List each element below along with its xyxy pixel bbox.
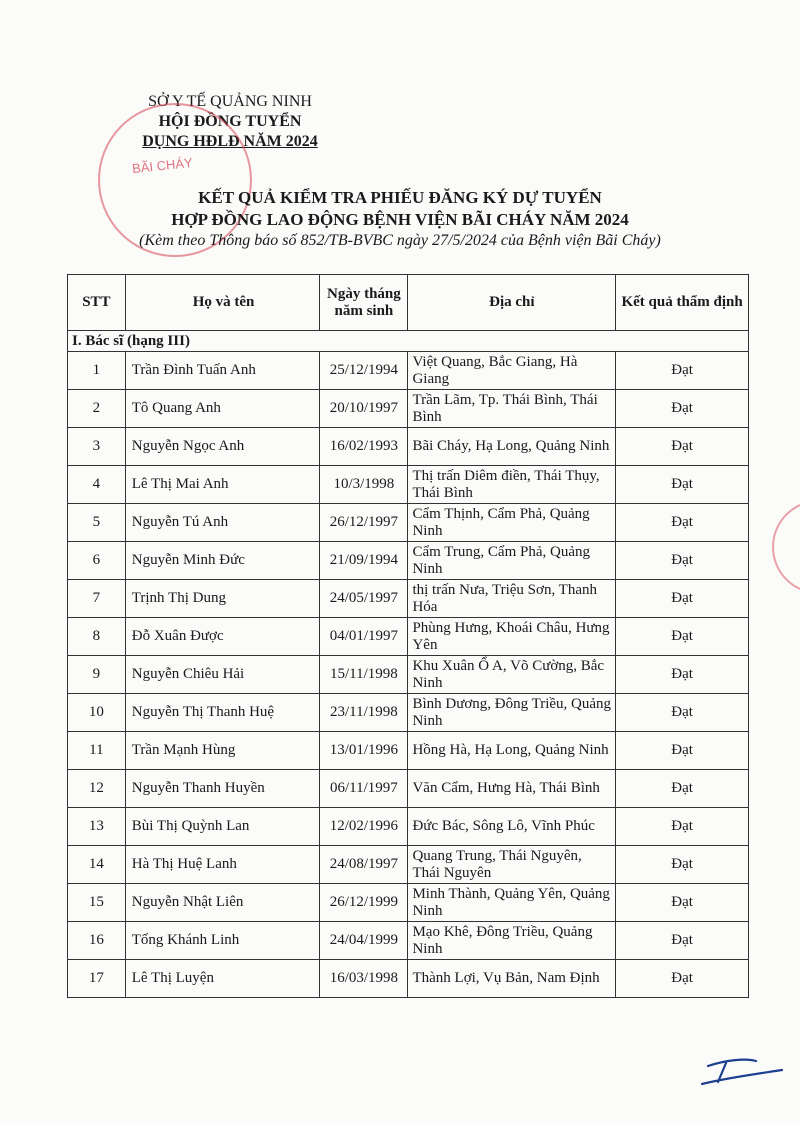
document-subtitle: (Kèm theo Thông báo số 852/TB-BVBC ngày 27/5/2024 của Bệnh viện Bãi Cháy) <box>139 232 661 249</box>
row-result: Đạt <box>616 656 749 694</box>
row-stt: 10 <box>68 694 126 732</box>
row-address: Việt Quang, Bắc Giang, Hà Giang <box>408 352 616 390</box>
row-result: Đạt <box>616 580 749 618</box>
table-row <box>68 542 749 580</box>
row-name: Nguyễn Minh Đức <box>125 542 320 580</box>
row-dob: 15/11/1998 <box>320 656 408 694</box>
row-dob: 23/11/1998 <box>320 694 408 732</box>
row-address: Bình Dương, Đông Triều, Quảng Ninh <box>408 694 616 732</box>
row-name: Nguyễn Chiêu Hải <box>125 656 320 694</box>
row-address: Khu Xuân Ổ A, Võ Cường, Bắc Ninh <box>408 656 616 694</box>
row-name: Hà Thị Huệ Lanh <box>125 846 320 884</box>
table-row <box>68 960 749 998</box>
section-row <box>68 331 749 352</box>
row-name: Trịnh Thị Dung <box>125 580 320 618</box>
row-address: Cẩm Trung, Cẩm Phả, Quảng Ninh <box>408 542 616 580</box>
row-result: Đạt <box>616 504 749 542</box>
row-name: Nguyễn Thanh Huyền <box>125 770 320 808</box>
row-address: Đức Bác, Sông Lô, Vĩnh Phúc <box>408 808 616 846</box>
row-result: Đạt <box>616 960 749 998</box>
table-row <box>68 694 749 732</box>
table-row <box>68 656 749 694</box>
row-dob: 12/02/1996 <box>320 808 408 846</box>
row-dob: 16/03/1998 <box>320 960 408 998</box>
row-stt: 5 <box>68 504 126 542</box>
row-dob: 06/11/1997 <box>320 770 408 808</box>
org-line-2: HỘI ĐỒNG TUYỂN <box>158 113 302 130</box>
table-row <box>68 580 749 618</box>
org-line-3: DỤNG HĐLĐ NĂM 2024 <box>142 133 318 150</box>
header-name: Họ và tên <box>125 275 320 331</box>
row-dob: 25/12/1994 <box>320 352 408 390</box>
section-title: I. Bác sĩ (hạng III) <box>68 331 749 352</box>
row-stt: 15 <box>68 884 126 922</box>
row-stt: 9 <box>68 656 126 694</box>
row-address: Thị trấn Diêm điền, Thái Thụy, Thái Bình <box>408 466 616 504</box>
signature <box>696 1052 786 1092</box>
row-result: Đạt <box>616 922 749 960</box>
row-name: Lê Thị Mai Anh <box>125 466 320 504</box>
table-row <box>68 922 749 960</box>
row-result: Đạt <box>616 846 749 884</box>
row-dob: 21/09/1994 <box>320 542 408 580</box>
row-address: thị trấn Nưa, Triệu Sơn, Thanh Hóa <box>408 580 616 618</box>
organization-header <box>110 92 350 152</box>
row-stt: 3 <box>68 428 126 466</box>
row-dob: 24/08/1997 <box>320 846 408 884</box>
row-name: Tống Khánh Linh <box>125 922 320 960</box>
row-name: Đỗ Xuân Được <box>125 618 320 656</box>
table-row <box>68 428 749 466</box>
seal-text: BÃI CHÁY <box>131 154 194 177</box>
header-result: Kết quả thẩm định <box>616 275 749 331</box>
row-address: Phùng Hưng, Khoái Châu, Hưng Yên <box>408 618 616 656</box>
header-dob: Ngày tháng năm sinh <box>320 275 408 331</box>
document-title-line-1: KẾT QUẢ KIỂM TRA PHIẾU ĐĂNG KÝ DỰ TUYỂN <box>198 188 602 207</box>
row-name: Bùi Thị Quỳnh Lan <box>125 808 320 846</box>
table-row <box>68 352 749 390</box>
row-dob: 16/02/1993 <box>320 428 408 466</box>
row-name: Trần Đình Tuấn Anh <box>125 352 320 390</box>
row-address: Quang Trung, Thái Nguyên, Thái Nguyên <box>408 846 616 884</box>
table-row <box>68 618 749 656</box>
row-address: Hồng Hà, Hạ Long, Quảng Ninh <box>408 732 616 770</box>
row-address: Văn Cẩm, Hưng Hà, Thái Bình <box>408 770 616 808</box>
table-row <box>68 770 749 808</box>
row-name: Tô Quang Anh <box>125 390 320 428</box>
row-stt: 1 <box>68 352 126 390</box>
seal-edge-right <box>772 500 800 594</box>
row-result: Đạt <box>616 466 749 504</box>
row-stt: 16 <box>68 922 126 960</box>
row-result: Đạt <box>616 428 749 466</box>
row-stt: 13 <box>68 808 126 846</box>
row-result: Đạt <box>616 770 749 808</box>
row-result: Đạt <box>616 808 749 846</box>
row-name: Trần Mạnh Hùng <box>125 732 320 770</box>
table-row <box>68 846 749 884</box>
row-stt: 12 <box>68 770 126 808</box>
row-name: Nguyễn Ngọc Anh <box>125 428 320 466</box>
row-result: Đạt <box>616 694 749 732</box>
row-result: Đạt <box>616 542 749 580</box>
row-name: Nguyễn Nhật Liên <box>125 884 320 922</box>
row-address: Mạo Khê, Đông Triều, Quảng Ninh <box>408 922 616 960</box>
row-result: Đạt <box>616 390 749 428</box>
row-address: Cẩm Thịnh, Cẩm Phả, Quảng Ninh <box>408 504 616 542</box>
table-header-row <box>68 275 749 331</box>
row-result: Đạt <box>616 732 749 770</box>
row-address: Bãi Cháy, Hạ Long, Quảng Ninh <box>408 428 616 466</box>
header-stt: STT <box>68 275 126 331</box>
results-table <box>67 274 749 998</box>
row-result: Đạt <box>616 884 749 922</box>
row-name: Lê Thị Luyện <box>125 960 320 998</box>
row-stt: 4 <box>68 466 126 504</box>
row-stt: 14 <box>68 846 126 884</box>
row-result: Đạt <box>616 352 749 390</box>
row-dob: 26/12/1999 <box>320 884 408 922</box>
row-stt: 11 <box>68 732 126 770</box>
row-stt: 8 <box>68 618 126 656</box>
table-row <box>68 884 749 922</box>
row-address: Trần Lãm, Tp. Thái Bình, Thái Bình <box>408 390 616 428</box>
document-title-line-2: HỢP ĐỒNG LAO ĐỘNG BỆNH VIỆN BÃI CHÁY NĂM 2024 <box>171 210 629 229</box>
row-name: Nguyễn Thị Thanh Huệ <box>125 694 320 732</box>
row-dob: 10/3/1998 <box>320 466 408 504</box>
org-line-1: SỞ Y TẾ QUẢNG NINH <box>148 93 312 110</box>
row-dob: 04/01/1997 <box>320 618 408 656</box>
table-row <box>68 808 749 846</box>
row-dob: 20/10/1997 <box>320 390 408 428</box>
table-row <box>68 732 749 770</box>
row-dob: 24/04/1999 <box>320 922 408 960</box>
row-address: Thành Lợi, Vụ Bản, Nam Định <box>408 960 616 998</box>
row-dob: 26/12/1997 <box>320 504 408 542</box>
row-stt: 6 <box>68 542 126 580</box>
header-address: Địa chỉ <box>408 275 616 331</box>
row-dob: 24/05/1997 <box>320 580 408 618</box>
row-address: Minh Thành, Quảng Yên, Quảng Ninh <box>408 884 616 922</box>
row-stt: 17 <box>68 960 126 998</box>
row-stt: 7 <box>68 580 126 618</box>
table-row <box>68 504 749 542</box>
row-result: Đạt <box>616 618 749 656</box>
row-name: Nguyễn Tú Anh <box>125 504 320 542</box>
row-stt: 2 <box>68 390 126 428</box>
row-dob: 13/01/1996 <box>320 732 408 770</box>
table-row <box>68 466 749 504</box>
table-row <box>68 390 749 428</box>
